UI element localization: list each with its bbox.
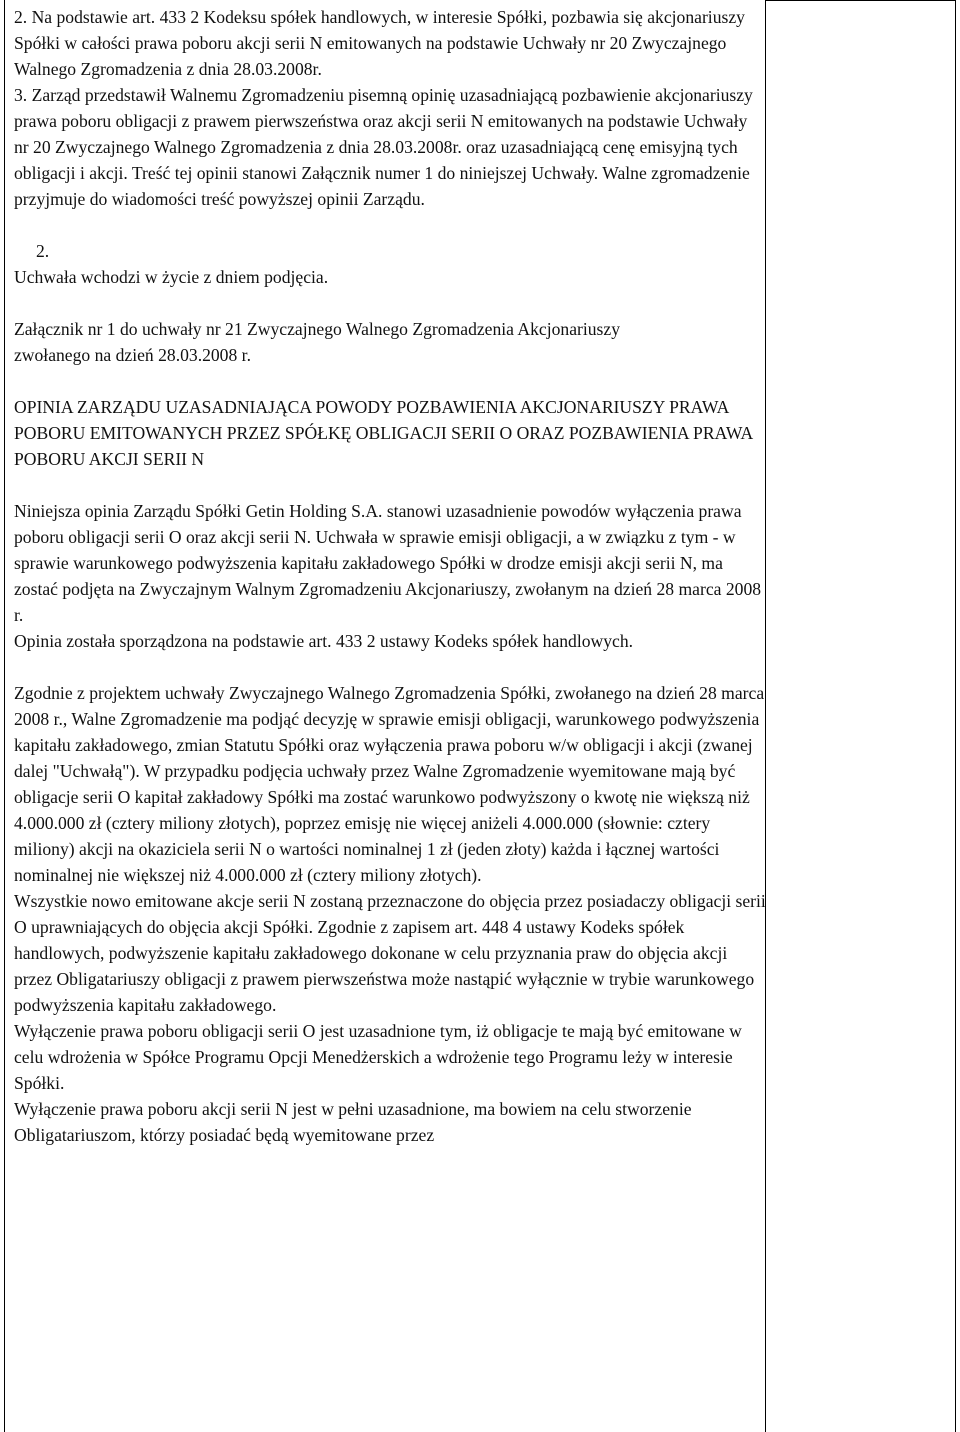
opinion-intro-paragraph: Niniejsza opinia Zarządu Spółki Getin Holding S.A. stanowi uzasadnienie powodów wyłączenia prawa poboru obligacji serii O oraz akcji serii N. Uchwała w sprawie emisji obligacji, a w związku z tym - w sprawie warunkowego podwyższenia kapitału zakładowego Spółki w drodze emisji akcji serii N, ma zostać podjęta na Zwyczajnym Walnym Zgromadzeniu Akcjonariuszy, zwołanym na dzień 28 marca 2008 r. — [14, 501, 762, 625]
section-2-marker — [14, 238, 766, 264]
paragraph-2-rights-removal: 2. Na podstawie art. 433 2 Kodeksu spółek handlowych, w interesie Spółki, pozbawia się akcjonariuszy Spółki w całości prawa poboru akcji serii N emitowanych na podstawie Uchwały nr 20 Zwyczajnego Walnego Zgromadzenia z dnia 28.03.2008r. — [14, 7, 745, 79]
new-shares-paragraph: Wszystkie nowo emitowane akcje serii N zostaną przeznaczone do objęcia przez posiadaczy obligacji serii O uprawniających do objęcia akcji Spółki. Zgodnie z zapisem art. 448 4 ustawy Kodeks spółek handlowych, podwyższenie kapitału zakładowego dokonane w celu przyznania praw do objęcia akcji przez Obligatariuszy obligacji z prawem pierwszeństwa może nastąpić wyłącznie w trybie warunkowego podwyższenia kapitału zakładowego. — [14, 891, 766, 1015]
paragraph-3-board-opinion: 3. Zarząd przedstawił Walnemu Zgromadzeniu pisemną opinię uzasadniającą pozbawienie akcjonariuszy prawa poboru obligacji z prawem pierwszeństwa oraz akcji serii N emitowanych na podstawie Uchwały nr 20 Zwyczajnego Walnego Zgromadzenia z dnia 28.03.2008r. oraz uzasadniającą cenę emisyjną tych obligacji i akcji. Treść tej opinii stanowi Załącznik numer 1 do niniejszej Uchwały. Walne zgromadzenie przyjmuje do wiadomości treść powyższej opinii Zarządu. — [14, 85, 753, 209]
section-2-effective-text: Uchwała wchodzi w życie z dniem podjęcia. — [14, 267, 329, 287]
annex-date: zwołanego na dzień 28.03.2008 r. — [14, 345, 251, 365]
exclusion-shares-paragraph: Wyłączenie prawa poboru akcji serii N jest w pełni uzasadnione, ma bowiem na celu stworzenie Obligatariuszom, którzy posiadać będą wyemitowane przez — [14, 1099, 692, 1145]
exclusion-bonds-paragraph: Wyłączenie prawa poboru obligacji serii O jest uzasadnione tym, iż obligacje te mają być emitowane w celu wdrożenia w Spółce Programu Opcji Menedżerskich a wdrożenie tego Programu leży w interesie Spółki. — [14, 1021, 742, 1093]
main-text-column — [14, 4, 766, 1148]
table-border-right — [955, 0, 956, 1432]
table-border-left — [4, 0, 5, 1432]
opinion-title: OPINIA ZARZĄDU UZASADNIAJĄCA POWODY POZBAWIENIA AKCJONARIUSZY PRAWA POBORU EMITOWANYCH PRZEZ SPÓŁKĘ OBLIGACJI SERII O ORAZ POZBAWIENIA PRAWA POBORU AKCJI SERII N — [14, 397, 753, 469]
opinion-basis-paragraph: Opinia została sporządzona na podstawie art. 433 2 ustawy Kodeks spółek handlowych. — [14, 631, 634, 651]
annex-heading: Załącznik nr 1 do uchwały nr 21 Zwyczajnego Walnego Zgromadzenia Akcjonariuszy — [14, 319, 621, 339]
project-resolution-paragraph: Zgodnie z projektem uchwały Zwyczajnego Walnego Zgromadzenia Spółki, zwołanego na dzień 28 marca 2008 r., Walne Zgromadzenie ma podjąć decyzję w sprawie emisji obligacji, warunkowego podwyższenia kapitału zakładowego, zmian Statutu Spółki oraz wyłączenia prawa poboru w/w obligacji i akcji (zwanej dalej "Uchwałą"). W przypadku podjęcia uchwały przez Walne Zgromadzenie wyemitowane mają być obligacje serii O kapitał zakładowy Spółki ma zostać warunkowo podwyższony o kwotę nie większą niż 4.000.000 zł (cztery miliony złotych), poprzez emisję nie więcej aniżeli 4.000.000 (słownie: cztery miliony) akcji na okaziciela serii N o wartości nominalnej 1 zł (jeden złoty) każda i łącznej wartości nominalnej nie większej niż 4.000.000 zł (cztery miliony złotych). — [14, 683, 765, 885]
section-2-label: 2. — [36, 241, 50, 261]
table-header-line — [765, 0, 956, 1]
